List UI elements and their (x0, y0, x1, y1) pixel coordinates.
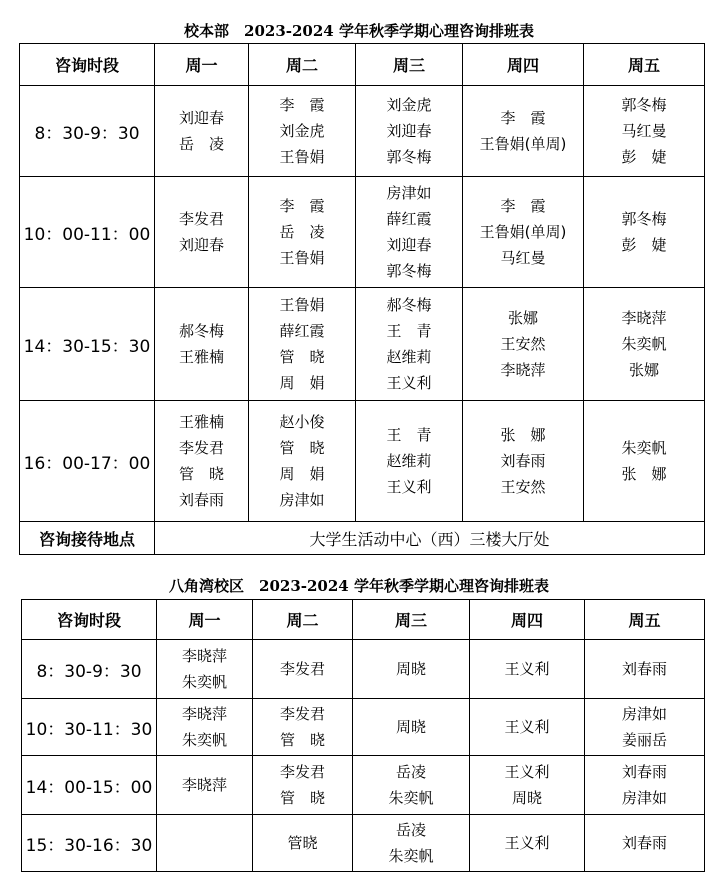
counselor-name: 岳凌 (395, 763, 426, 781)
counselor-cell (253, 756, 353, 815)
counselor-cell (249, 401, 356, 522)
time-slot: 10：30-11：30 (22, 699, 157, 756)
counselor-name: 彭 婕 (621, 236, 667, 254)
counselor-name: 张娜 (628, 361, 659, 379)
counselor-cell (353, 640, 470, 699)
counselor-name: 郭冬梅 (386, 262, 432, 280)
schedule-table-main-campus (19, 43, 705, 555)
counselor-name: 赵维莉 (386, 452, 432, 470)
counselor-name: 刘春雨 (621, 763, 667, 781)
counselor-name: 朱奕帆 (621, 439, 667, 457)
counselor-name: 房津如 (621, 705, 667, 723)
counselor-name: 赵维莉 (386, 348, 432, 366)
time-slot: 10：00-11：00 (20, 177, 155, 288)
counselor-cell (253, 815, 353, 872)
counselor-name: 周晓 (511, 789, 542, 807)
counselor-name: 王雅楠 (178, 413, 224, 431)
counselor-name: 李发君 (279, 660, 325, 678)
counselor-cell (584, 401, 705, 522)
counselor-name: 管 晓 (279, 731, 325, 749)
counselor-name: 李发君 (279, 763, 325, 781)
header-day: 周四 (463, 44, 584, 86)
counselor-name: 王鲁娟(单周) (479, 223, 567, 241)
counselor-name: 张 娜 (500, 426, 546, 444)
header-row (22, 600, 705, 640)
counselor-cell (470, 756, 585, 815)
counselor-name: 刘金虎 (279, 122, 325, 140)
header-day: 周三 (356, 44, 463, 86)
counselor-name: 房津如 (386, 184, 432, 202)
time-slot: 16：00-17：00 (20, 401, 155, 522)
counselor-cell (463, 401, 584, 522)
counselor-name: 房津如 (621, 789, 667, 807)
counselor-name: 薛红霞 (279, 322, 325, 340)
counselor-name: 房津如 (279, 491, 325, 509)
counselor-name: 王安然 (500, 335, 546, 353)
counselor-name: 岳凌 (395, 821, 426, 839)
schedule-table-bajiaowan-campus (21, 599, 705, 872)
table-row (20, 288, 705, 401)
header-day: 周一 (155, 44, 249, 86)
counselor-name: 王义利 (504, 718, 550, 736)
counselor-name: 王安然 (500, 478, 546, 496)
header-day: 周二 (249, 44, 356, 86)
counselor-cell (249, 288, 356, 401)
counselor-cell (584, 288, 705, 401)
counselor-name: 朱奕帆 (388, 789, 434, 807)
counselor-name: 李发君 (178, 210, 224, 228)
counselor-name: 李 霞 (279, 96, 325, 114)
counselor-cell (463, 177, 584, 288)
header-day: 周三 (353, 600, 470, 640)
counselor-cell (353, 815, 470, 872)
counselor-name: 管 晓 (279, 348, 325, 366)
counselor-cell (157, 815, 253, 872)
counselor-name: 李发君 (279, 705, 325, 723)
counselor-name: 刘春雨 (621, 834, 667, 852)
counselor-cell (155, 86, 249, 177)
counselor-name: 朱奕帆 (181, 673, 227, 691)
counselor-name: 朱奕帆 (621, 335, 667, 353)
counselor-name: 管 晓 (279, 439, 325, 457)
header-day: 周二 (253, 600, 353, 640)
location-label: 咨询接待地点 (20, 522, 155, 555)
counselor-name: 刘迎春 (386, 122, 432, 140)
table1-title: 校本部 2023-2024 学年秋季学期心理咨询排班表 (184, 22, 534, 40)
counselor-name: 周晓 (395, 660, 426, 678)
counselor-name: 王义利 (504, 834, 550, 852)
counselor-cell (155, 288, 249, 401)
counselor-name: 王鲁娟(单周) (479, 135, 567, 153)
counselor-name: 马红曼 (500, 249, 546, 267)
counselor-name: 张 娜 (621, 465, 667, 483)
counselor-name: 刘迎春 (178, 109, 224, 127)
table-row (22, 815, 705, 872)
counselor-name: 郝冬梅 (178, 322, 224, 340)
table-row (20, 401, 705, 522)
table-row (20, 86, 705, 177)
counselor-cell (585, 640, 705, 699)
counselor-name: 郭冬梅 (386, 148, 432, 166)
time-slot: 14：00-15：00 (22, 756, 157, 815)
counselor-name: 李晓萍 (181, 647, 227, 665)
counselor-name: 王鲁娟 (279, 296, 325, 314)
header-time-slot: 咨询时段 (22, 600, 157, 640)
counselor-name: 王义利 (386, 374, 432, 392)
counselor-cell (157, 640, 253, 699)
counselor-cell (253, 640, 353, 699)
counselor-cell (470, 815, 585, 872)
counselor-name: 管晓 (287, 834, 318, 852)
counselor-name: 李晓萍 (621, 309, 667, 327)
counselor-cell (249, 177, 356, 288)
counselor-name: 李发君 (178, 439, 224, 457)
counselor-name: 王义利 (386, 478, 432, 496)
counselor-name: 王义利 (504, 660, 550, 678)
counselor-name: 刘春雨 (178, 491, 224, 509)
time-slot: 15：30-16：30 (22, 815, 157, 872)
header-day: 周五 (584, 44, 705, 86)
counselor-cell (356, 401, 463, 522)
counselor-name: 李 霞 (500, 197, 546, 215)
counselor-name: 周 娟 (279, 374, 325, 392)
counselor-name: 刘春雨 (500, 452, 546, 470)
time-slot: 8：30-9：30 (22, 640, 157, 699)
counselor-name: 薛红霞 (386, 210, 432, 228)
counselor-cell (353, 756, 470, 815)
time-slot: 8：30-9：30 (20, 86, 155, 177)
counselor-name: 郝冬梅 (386, 296, 432, 314)
counselor-name: 郭冬梅 (621, 96, 667, 114)
table-row (22, 699, 705, 756)
counselor-name: 王义利 (504, 763, 550, 781)
counselor-cell (157, 756, 253, 815)
counselor-cell (157, 699, 253, 756)
header-day: 周一 (157, 600, 253, 640)
counselor-name: 周 娟 (279, 465, 325, 483)
counselor-cell (356, 288, 463, 401)
counselor-name: 岳 凌 (178, 135, 224, 153)
counselor-cell (155, 401, 249, 522)
counselor-name: 刘迎春 (178, 236, 224, 254)
counselor-cell (470, 699, 585, 756)
counselor-cell (249, 86, 356, 177)
counselor-name: 李 霞 (500, 109, 546, 127)
counselor-name: 刘春雨 (621, 660, 667, 678)
table2-title: 八角湾校区 2023-2024 学年秋季学期心理咨询排班表 (169, 577, 549, 595)
table-row (22, 756, 705, 815)
table-row (20, 177, 705, 288)
header-day: 周五 (585, 600, 705, 640)
counselor-cell (356, 86, 463, 177)
time-slot: 14：30-15：30 (20, 288, 155, 401)
counselor-cell (356, 177, 463, 288)
counselor-cell (584, 86, 705, 177)
counselor-name: 朱奕帆 (181, 731, 227, 749)
counselor-cell (253, 699, 353, 756)
counselor-name: 刘金虎 (386, 96, 432, 114)
table-row (22, 640, 705, 699)
counselor-name: 李晓萍 (181, 705, 227, 723)
header-row (20, 44, 705, 86)
counselor-cell (585, 815, 705, 872)
counselor-name: 张娜 (507, 309, 538, 327)
counselor-name: 王 青 (386, 426, 432, 444)
counselor-name: 王鲁娟 (279, 249, 325, 267)
counselor-cell (470, 640, 585, 699)
location-row (20, 522, 705, 555)
counselor-name: 岳 凌 (279, 223, 325, 241)
counselor-cell (155, 177, 249, 288)
counselor-name: 郭冬梅 (621, 210, 667, 228)
location-value: 大学生活动中心（西）三楼大厅处 (155, 522, 705, 555)
counselor-cell (353, 699, 470, 756)
counselor-name: 李晓萍 (181, 776, 227, 794)
counselor-name: 管 晓 (279, 789, 325, 807)
counselor-name: 李晓萍 (500, 361, 546, 379)
counselor-name: 王 青 (386, 322, 432, 340)
counselor-cell (463, 288, 584, 401)
counselor-cell (463, 86, 584, 177)
counselor-name: 姜丽岳 (621, 731, 667, 749)
counselor-name: 王雅楠 (178, 348, 224, 366)
header-time-slot: 咨询时段 (20, 44, 155, 86)
counselor-name: 周晓 (395, 718, 426, 736)
counselor-name: 朱奕帆 (388, 847, 434, 865)
counselor-cell (584, 177, 705, 288)
counselor-name: 彭 婕 (621, 148, 667, 166)
counselor-name: 刘迎春 (386, 236, 432, 254)
counselor-name: 李 霞 (279, 197, 325, 215)
counselor-cell (585, 756, 705, 815)
counselor-name: 王鲁娟 (279, 148, 325, 166)
header-day: 周四 (470, 600, 585, 640)
counselor-cell (585, 699, 705, 756)
counselor-name: 管 晓 (178, 465, 224, 483)
counselor-name: 赵小俊 (279, 413, 325, 431)
counselor-name: 马红曼 (621, 122, 667, 140)
